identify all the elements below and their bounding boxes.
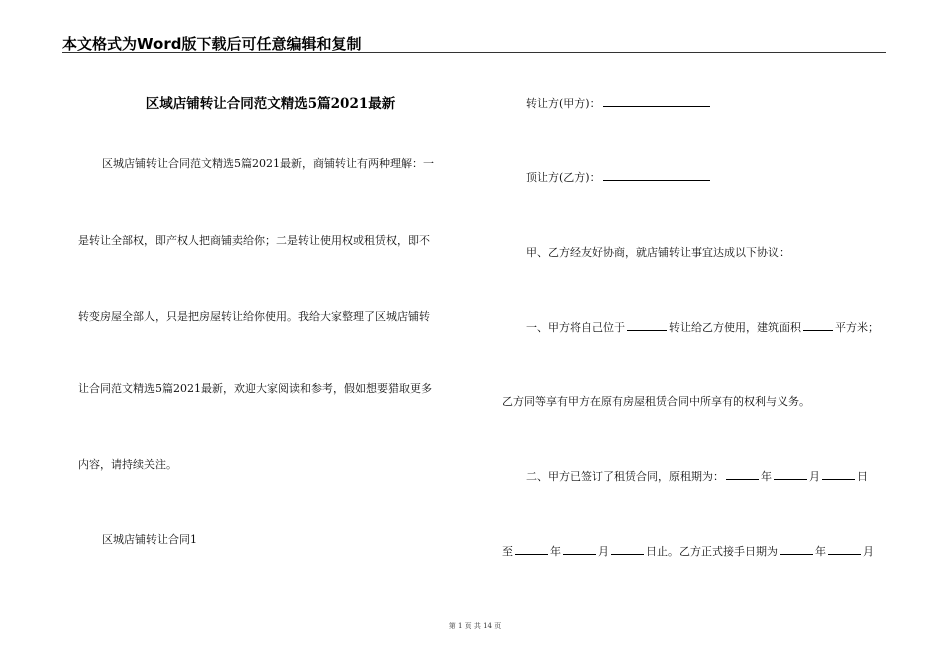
clause-2-line-1 bbox=[526, 467, 868, 484]
transferee-label: 顶让方(乙方)： bbox=[526, 171, 601, 184]
paragraph-line-4: 让合同范文精选5篇2021最新，欢迎大家阅读和参考，假如想要猎取更多 bbox=[78, 382, 432, 395]
handover-year-blank[interactable] bbox=[780, 542, 813, 555]
clause-2-line-2 bbox=[502, 542, 874, 559]
handover-month-blank[interactable] bbox=[828, 542, 861, 555]
clause-1-text-a: 一、甲方将自己位于 bbox=[526, 321, 625, 334]
end-day-blank[interactable] bbox=[611, 542, 644, 555]
clause-1-line-1 bbox=[526, 318, 879, 335]
area-blank[interactable] bbox=[803, 318, 833, 331]
clause-1-text-b: 转让给乙方使用，建筑面积 bbox=[669, 321, 801, 334]
transferor-blank[interactable] bbox=[603, 94, 710, 107]
document-title: 区域店铺转让合同范文精选5篇2021最新 bbox=[145, 96, 396, 112]
page-footer: 第 1 页 共 14 页 bbox=[448, 622, 502, 630]
paragraph-line-3: 转变房屋全部人，只是把房屋转让给你使用。我给大家整理了区城店铺转 bbox=[78, 310, 430, 323]
transferor-label: 转让方(甲方)： bbox=[526, 97, 601, 110]
end-year-blank[interactable] bbox=[515, 542, 548, 555]
month-label: 月 bbox=[598, 545, 609, 558]
paragraph-line-1: 区城店铺转让合同范文精选5篇2021最新，商铺转让有两种理解：一 bbox=[102, 157, 434, 170]
month-label: 月 bbox=[809, 470, 820, 483]
page-header: 本文格式为Word版下载后可任意编辑和复制 bbox=[62, 35, 362, 53]
transferor-line bbox=[526, 94, 712, 111]
day-label: 日 bbox=[857, 470, 868, 483]
start-year-blank[interactable] bbox=[726, 467, 759, 480]
start-month-blank[interactable] bbox=[774, 467, 807, 480]
transferee-line bbox=[526, 168, 712, 185]
end-month-blank[interactable] bbox=[563, 542, 596, 555]
agreement-intro: 甲、乙方经友好协商，就店铺转让事宜达成以下协议： bbox=[526, 246, 790, 259]
start-day-blank[interactable] bbox=[822, 467, 855, 480]
paragraph-line-2: 是转让全部权，即产权人把商铺卖给你；二是转让使用权或租赁权，即不 bbox=[78, 234, 430, 247]
location-blank[interactable] bbox=[627, 318, 667, 331]
year-label: 年 bbox=[761, 470, 772, 483]
section-heading: 区城店铺转让合同1 bbox=[102, 533, 197, 546]
month-label: 月 bbox=[863, 545, 874, 558]
transferee-blank[interactable] bbox=[603, 168, 710, 181]
clause-1-text-c: 平方米； bbox=[835, 321, 879, 334]
paragraph-line-5: 内容，请持续关注。 bbox=[78, 458, 177, 471]
clause-2-text-c: 日止。乙方正式接手日期为 bbox=[646, 545, 778, 558]
year-label: 年 bbox=[550, 545, 561, 558]
clause-1-line-2: 乙方同等享有甲方在原有房屋租赁合同中所享有的权利与义务。 bbox=[502, 395, 810, 408]
clause-2-text-a: 二、甲方已签订了租赁合同，原租期为： bbox=[526, 470, 724, 483]
year-label: 年 bbox=[815, 545, 826, 558]
clause-2-text-b: 至 bbox=[502, 545, 513, 558]
header-divider bbox=[62, 52, 886, 53]
